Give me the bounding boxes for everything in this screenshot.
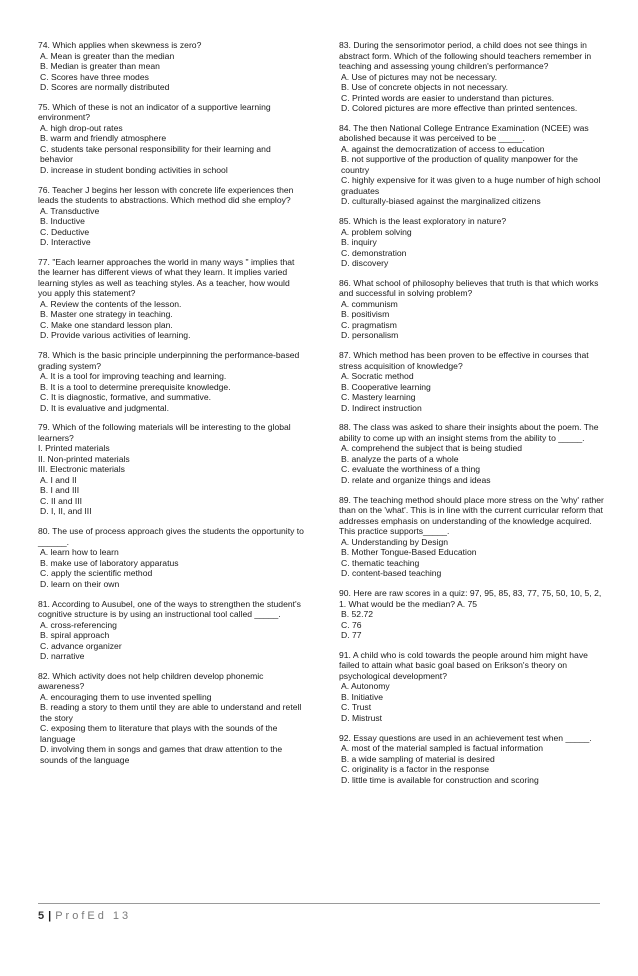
- answer-option: C. Trust: [341, 702, 372, 713]
- footer-divider: [38, 903, 600, 904]
- answer-option: A. Use of pictures may not be necessary.: [341, 71, 498, 82]
- question-stem: 89. The teaching method should place more stress on the 'why' rather than on the 'what'. This is in line with the current curricular reform that addresses emphasis on understanding of the knowledge acquired. This practice supports_____.: [339, 494, 604, 537]
- answer-option: C. Deductive: [40, 226, 90, 237]
- question-stem: 85. Which is the least exploratory in nature?: [339, 216, 507, 227]
- question-stem: 77. "Each learner approaches the world in many ways " implies that the learner has different views of what they learn. It implies varied learning styles as well as teaching styles. As a teacher, how would you apply this statement?: [38, 256, 295, 299]
- question-stem: 88. The class was asked to share their insights about the poem. The ability to come up with an insight stems from the ability to _____.: [339, 422, 599, 443]
- answer-option: A. Transductive: [40, 205, 100, 216]
- answer-option: B. Initiative: [341, 691, 384, 702]
- answer-option: D. content-based teaching: [341, 568, 442, 579]
- answer-option: C. originality is a factor in the response: [341, 764, 490, 775]
- question-block: [339, 123, 605, 207]
- answer-option: D. It is evaluative and judgmental.: [40, 402, 169, 413]
- answer-option: A. I and II: [40, 474, 77, 485]
- answer-option: A. cross-referencing: [40, 619, 117, 630]
- answer-option: C. highly expensive for it was given to a huge number of high school graduates: [341, 175, 601, 196]
- question-stem: 75. Which of these is not an indicator of a supportive learning environment?: [38, 101, 271, 123]
- answer-option: B. inquiry: [341, 237, 377, 248]
- question-block: [38, 350, 304, 413]
- answer-option: C. II and III: [40, 495, 83, 506]
- answer-option: C. apply the scientific method: [40, 568, 153, 579]
- answer-option: D. narrative: [40, 651, 85, 662]
- answer-option: C. exposing them to literature that plays with the sounds of the language: [40, 723, 278, 744]
- answer-option: B. I and III: [40, 485, 80, 496]
- answer-option: A. Understanding by Design: [341, 536, 449, 547]
- question-block: [38, 185, 304, 248]
- answer-option: C. demonstration: [341, 247, 407, 258]
- answer-option: D. increase in student bonding activities in school: [40, 164, 228, 175]
- answer-option: A. Socratic method: [341, 371, 414, 382]
- answer-option: B. spiral approach: [40, 630, 110, 641]
- question-block: [38, 671, 304, 766]
- question-stem: 91. A child who is cold towards the people around him might have failed to attain what basic goal based on Erikson's theory on psychological development?: [339, 649, 588, 681]
- question-stem: 79. Which of the following materials will be interesting to the global learners? I. Printed materials II. Non-printed materials III. Electronic materials: [38, 422, 291, 475]
- question-stem: 74. Which applies when skewness is zero?: [38, 40, 202, 50]
- answer-option: A. most of the material sampled is factual information: [341, 743, 544, 754]
- answer-option: D. Interactive: [40, 237, 91, 248]
- answer-option: A. encouraging them to use invented spelling: [40, 691, 212, 702]
- answer-option: B. reading a story to them until they are able to understand and retell the story: [40, 702, 302, 723]
- question-block: [339, 40, 605, 114]
- answer-option: B. analyze the parts of a whole: [341, 453, 459, 464]
- answer-option: B. not supportive of the production of quality manpower for the country: [341, 154, 578, 175]
- answer-option: B. Mother Tongue-Based Education: [341, 547, 477, 558]
- answer-option: D. Provide various activities of learning.: [40, 330, 191, 341]
- answer-option: A. problem solving: [341, 226, 412, 237]
- footer-label: ProfEd 13: [55, 910, 132, 922]
- question-stem: 78. Which is the basic principle underpinning the performance-based grading system?: [38, 350, 300, 371]
- answer-option: D. Mistrust: [341, 712, 383, 723]
- answer-option: B. Inductive: [40, 216, 85, 227]
- page-number: 5: [38, 910, 45, 922]
- question-block: [38, 422, 304, 517]
- question-stem: 82. Which activity does not help children develop phonemic awareness?: [38, 670, 264, 692]
- answer-option: C. evaluate the worthiness of a thing: [341, 464, 481, 475]
- answer-option: B. It is a tool to determine prerequisite knowledge.: [40, 381, 231, 392]
- question-block: [38, 102, 304, 176]
- answer-option: C. thematic teaching: [341, 557, 420, 568]
- answer-option: C. Printed words are easier to understand than pictures.: [341, 92, 555, 103]
- answer-option: B. positivism: [341, 309, 390, 320]
- answer-option: D. 77: [341, 630, 362, 641]
- answer-option: D. discovery: [341, 258, 389, 269]
- answer-option: B. Use of concrete objects in not necessary.: [341, 82, 509, 92]
- question-block: [339, 350, 605, 413]
- answer-option: B. Master one strategy in teaching.: [40, 309, 173, 320]
- answer-option: C. 76: [341, 619, 362, 630]
- answer-option: A. communism: [341, 298, 398, 309]
- answer-option: C. Make one standard lesson plan.: [40, 319, 173, 330]
- answer-option: C. pragmatism: [341, 319, 397, 330]
- answer-option: C. Scores have three modes: [40, 71, 149, 82]
- right-column: [339, 40, 605, 794]
- question-block: [339, 216, 605, 269]
- question-stem: 86. What school of philosophy believes that truth is that which works and successful in solving problem?: [339, 277, 599, 299]
- answer-option: B. Median is greater than mean: [40, 61, 160, 71]
- answer-option: A. high drop-out rates: [40, 122, 123, 133]
- question-block: [339, 422, 605, 485]
- question-stem: 92. Essay questions are used in an achievement test when _____.: [339, 732, 592, 743]
- answer-option: A. Autonomy: [341, 681, 390, 692]
- answer-option: D. culturally-biased against the marginalized citizens: [341, 196, 541, 207]
- answer-option: C. Mastery learning: [341, 392, 416, 403]
- answer-option: D. personalism: [341, 330, 399, 341]
- question-block: [38, 257, 304, 341]
- answer-option: B. a wide sampling of material is desired: [341, 753, 495, 764]
- left-column: [38, 40, 304, 775]
- question-block: [339, 650, 605, 724]
- answer-option: A. learn how to learn: [40, 547, 119, 558]
- answer-option: D. Colored pictures are more effective than printed sentences.: [341, 103, 578, 113]
- answer-option: D. I, II, and III: [40, 506, 92, 517]
- question-block: [339, 733, 605, 786]
- question-stem: 83. During the sensorimotor period, a child does not see things in abstract form. Which of the following should teachers remember in teaching and assessing young children's performance?: [339, 40, 592, 71]
- answer-option: C. students take personal responsibility for their learning and behavior: [40, 143, 271, 165]
- answer-option: B. 52.72: [341, 609, 374, 620]
- question-block: [339, 495, 605, 579]
- answer-option: A. Mean is greater than the median: [40, 50, 175, 61]
- answer-option: A. Review the contents of the lesson.: [40, 298, 182, 309]
- answer-option: D. relate and organize things and ideas: [341, 474, 491, 485]
- answer-option: B. make use of laboratory apparatus: [40, 557, 179, 568]
- question-stem: 90. Here are raw scores in a quiz: 97, 95, 85, 83, 77, 75, 50, 10, 5, 2, 1. What would be the median? A. 75: [339, 588, 602, 609]
- answer-option: D. little time is available for construction and scoring: [341, 774, 539, 785]
- answer-option: A. comprehend the subject that is being studied: [341, 443, 523, 454]
- question-stem: 81. According to Ausubel, one of the ways to strengthen the student's cognitive structure is by using an instructional tool called _____.: [38, 598, 301, 620]
- answer-option: D. involving them in songs and games that draw attention to the sounds of the language: [40, 744, 283, 765]
- question-block: [339, 588, 605, 641]
- question-block: [38, 526, 304, 589]
- question-stem: 80. The use of process approach gives the students the opportunity to ______.: [38, 526, 304, 547]
- answer-option: B. Cooperative learning: [341, 381, 431, 392]
- question-block: [38, 40, 304, 93]
- answer-option: B. warm and friendly atmosphere: [40, 133, 167, 144]
- question-block: [38, 599, 304, 662]
- answer-option: A. It is a tool for improving teaching and learning.: [40, 371, 227, 382]
- answer-option: D. Scores are normally distributed: [40, 82, 170, 92]
- answer-option: A. against the democratization of access to education: [341, 143, 545, 154]
- footer-separator: |: [48, 910, 52, 922]
- question-stem: 87. Which method has been proven to be effective in courses that stress acquisition of knowledge?: [339, 350, 589, 371]
- answer-option: D. learn on their own: [40, 578, 120, 589]
- question-stem: 76. Teacher J begins her lesson with concrete life experiences then leads the students to abstractions. Which method did she employ?: [38, 184, 294, 206]
- question-block: [339, 278, 605, 341]
- answer-option: D. Indirect instruction: [341, 402, 422, 413]
- page-footer: [38, 910, 131, 922]
- answer-option: C. advance organizer: [40, 640, 122, 651]
- question-stem: 84. The then National College Entrance Examination (NCEE) was abolished because it was perceived to be _____.: [339, 122, 589, 144]
- answer-option: C. It is diagnostic, formative, and summative.: [40, 392, 211, 403]
